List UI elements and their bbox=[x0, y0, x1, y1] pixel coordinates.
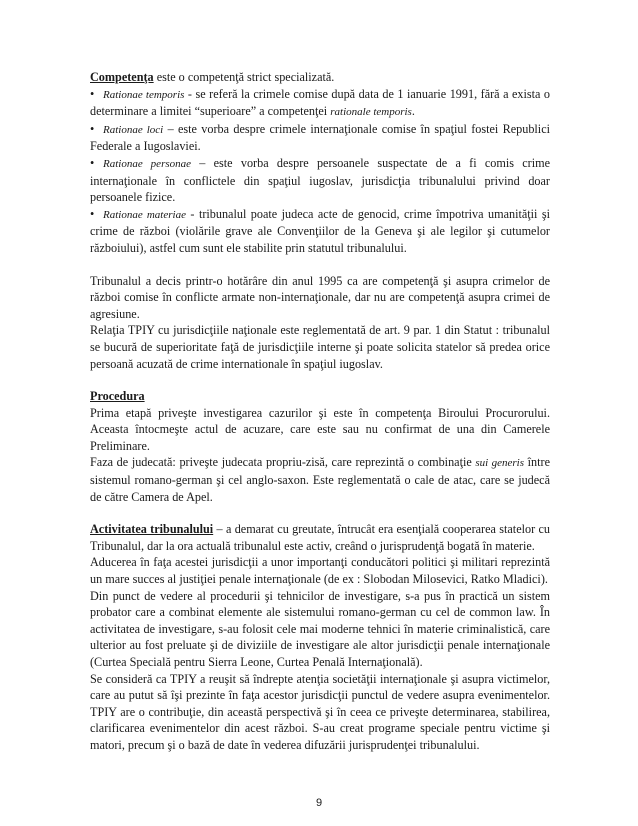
bullet-rationae-materiae: • Rationae materiae - tribunalul poate judeca acte de genocid, crime împotriva umanităţii şi crime de război (violările grave ale Convenţiilor de la Geneva şi ale legilor şi cutumelor războiului), astfel cum sunt ele stabilite prin statutul tribunalului. bbox=[90, 206, 551, 255]
bullet-icon: • bbox=[90, 86, 95, 101]
spacer bbox=[90, 505, 550, 521]
bullet-rationae-temporis: • Rationae temporis - se referă la crimele comise după data de 1 ianuarie 1991, fără a exista o determinare a limitei “superioare” a competenţei rationale temporis. bbox=[90, 86, 550, 119]
spacer bbox=[90, 372, 550, 388]
competenta-intro: Competenţa este o competenţă strict specializată. bbox=[90, 70, 335, 84]
tribunal-paragraph-1: Tribunalul a decis printr-o hotărâre din anul 1995 ca are competenţă şi asupra crimelor de război comise în conflicte armate non-internaţionale, dar nu are competenţă asupra crimei de agresiune. bbox=[90, 273, 550, 321]
page-number: 9 bbox=[315, 797, 323, 809]
bullet-rationae-personae: • Rationae personae – este vorba despre persoanele suspectate de a fi comis crime internaţionale în conflictele din spaţiul iugoslav, jurisdicţia tribunalului privind doar persoanele fizice. bbox=[90, 155, 550, 205]
procedura-paragraph-2: Faza de judecată: priveşte judecata propriu-zisă, care reprezintă o combinaţie sui generis între sistemul romano-german şi cel anglo-saxon. Este reglementată o cale de atac, care se judecă de către Camera de Apel. bbox=[90, 455, 550, 504]
bullet-icon: • bbox=[90, 121, 95, 136]
activitatea-paragraph-3: Din punct de vedere al procedurii şi tehnicilor de investigare, s-a pus în practică un sistem probator care a combinat elemente ale sistemului romano-german cu cel de common law. În activitatea de investigare, s-au folosit cele mai moderne tehnici în materie criminalistică, care ulterior au fost preluate şi de diviziile de investigare ale altor jurisdicţii penale internaţionale (Curtea Specială pentru Sierra Leone, Curtea Penală Internaţională). bbox=[90, 588, 550, 669]
bullet-icon: • bbox=[90, 155, 95, 170]
procedura-heading-line bbox=[90, 388, 550, 405]
activitatea-paragraph-4: Se consideră ca TPIY a reuşit să îndrepte atenţia societăţii internaţionale şi asupra victimelor, care au putut să îşi prezinte în faţa acestor jurisdicţii punctul de vedere asupra evenimentelor. TPIY are o contribuţie, din această perspectivă şi în ceea ce priveşte determinarea, stabilirea, clarificarea evenimentelor din acest război. S-au creat programe speciale pentru victime şi matori, precum şi o bază de date în vederea difuzării jurisprudenţei tribunalului. bbox=[90, 671, 550, 752]
procedura-paragraph-1: Prima etapă priveşte investigarea cazurilor şi este în competenţa Biroului Procurorului. Aceasta întocmeşte actul de acuzare, care este sau nu confirmat de una din Camerele Preliminare. bbox=[90, 405, 550, 453]
procedura-heading: Procedura bbox=[90, 389, 145, 404]
document-body bbox=[90, 69, 550, 754]
activitatea-intro: Activitatea tribunalului – a demarat cu greutate, întrucât era esenţială cooperarea statelor cu Tribunalul, dar la ora actuală tribunalul este activ, creând o jurisprudenţă bogată în materie. bbox=[90, 522, 550, 553]
activitatea-heading: Activitatea tribunalului bbox=[90, 522, 214, 537]
activitatea-paragraph-2: Aducerea în faţa acestei jurisdicţii a unor importanţi conducători politici şi militari reprezintă un mare succes al justiţiei penale internaţionale (de ex : Slobodan Milosevici, Ratko Mladici). bbox=[90, 555, 550, 587]
bullet-icon: • bbox=[90, 206, 95, 221]
competenta-heading: Competenţa bbox=[90, 70, 154, 84]
tribunal-paragraph-2: Relaţia TPIY cu jurisdicţiile naţionale este reglementată de art. 9 par. 1 din Statut : tribunalul se bucură de superioritate faţă de jurisdicţiile interne şi poate solicita statelor să predea orice persoană acuzată de crime internationale în spaţiul iugoslav. bbox=[90, 323, 550, 371]
spacer bbox=[90, 257, 550, 273]
bullet-rationae-loci: • Rationae loci – este vorba despre crimele internaţionale comise în spaţiul fostei Republici Federale a Iugoslaviei. bbox=[90, 121, 550, 154]
